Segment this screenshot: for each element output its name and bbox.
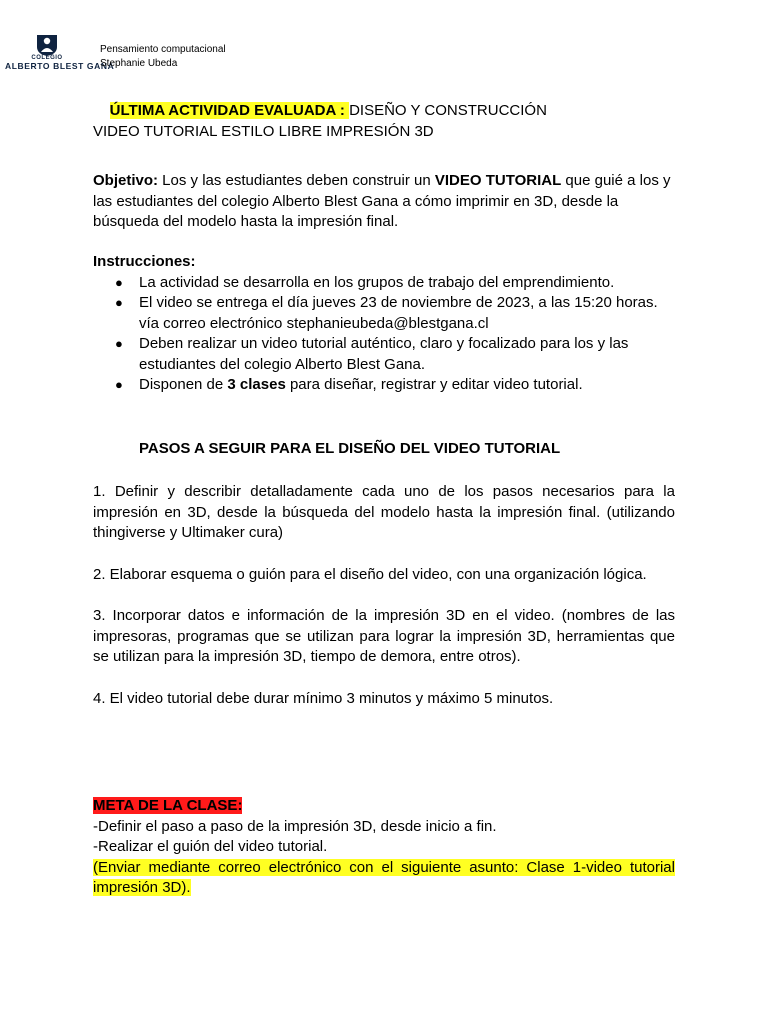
activity-title — [93, 101, 675, 142]
bullet-icon: ● — [115, 377, 123, 392]
bullet-icon: ● — [115, 336, 123, 351]
instructions-list — [93, 273, 675, 396]
list-item: ● Disponen de 3 clases para diseñar, registrar y editar video tutorial. — [93, 375, 675, 396]
school-logo — [5, 33, 115, 75]
objective-label: Objetivo: — [93, 172, 159, 189]
logo-school-name: ALBERTO BLEST GANA — [5, 61, 115, 71]
title-label: ÚLTIMA ACTIVIDAD EVALUADA : — [109, 102, 350, 119]
logo-small-text: COLEGIO — [31, 55, 63, 61]
instructions-section — [93, 252, 675, 396]
meta-section — [93, 796, 675, 899]
teacher-name: Stephanie Ubeda — [100, 58, 178, 69]
steps-list — [93, 482, 675, 730]
title-rest: DISEÑO Y CONSTRUCCIÓN — [349, 102, 547, 119]
step-item: 4. El video tutorial debe durar mínimo 3 minutos y máximo 5 minutos. — [93, 689, 554, 707]
objective-paragraph — [93, 171, 675, 233]
objective-text-2: que guié a los y las estudiantes del colegio Alberto Blest Gana a cómo imprimir en 3D, desde la búsqueda del modelo hasta la impresión final. — [93, 172, 671, 230]
school-crest-icon — [33, 33, 61, 57]
step-item: 3. Incorporar datos e información de la impresión 3D en el video. (nombres de las impresoras, programas que se utilizan para lograr la impresión 3D, herramientas que se utilizan para la impresión 3D, tiempo de demora, entre otros). — [93, 607, 675, 665]
title-line-2: VIDEO TUTORIAL ESTILO LIBRE IMPRESIÓN 3D — [93, 122, 434, 140]
list-item: ● Deben realizar un video tutorial auténtico, claro y focalizado para los y las estudiantes del colegio Alberto Blest Gana. — [115, 335, 629, 373]
meta-label: META DE LA CLASE: — [93, 797, 243, 814]
meta-line: -Definir el paso a paso de la impresión 3D, desde inicio a fin. — [93, 817, 497, 835]
objective-bold: VIDEO TUTORIAL — [434, 172, 562, 189]
step-item: 1. Definir y describir detalladamente cada uno de los pasos necesarios para la impresión en 3D, desde la búsqueda del modelo hasta la impresión final. (utilizando thingiverse y Ultimaker cura) — [93, 483, 675, 541]
steps-heading: PASOS A SEGUIR PARA EL DISEÑO DEL VIDEO TUTORIAL — [139, 440, 561, 457]
list-item: ● La actividad se desarrolla en los grupos de trabajo del emprendimiento. — [93, 273, 675, 294]
instructions-label: Instrucciones: — [93, 253, 196, 270]
step-item: 2. Elaborar esquema o guión para el diseño del video, con una organización lógica. — [93, 565, 647, 583]
meta-line: -Realizar el guión del video tutorial. — [93, 838, 328, 855]
document-header — [100, 43, 226, 71]
objective-text-1: Los y las estudiantes deben construir un — [158, 172, 435, 189]
subject-name: Pensamiento computacional — [100, 44, 226, 55]
bullet-icon: ● — [115, 295, 123, 310]
bullet-icon: ● — [115, 274, 123, 290]
list-item: ● El video se entrega el día jueves 23 de noviembre de 2023, a las 15:20 horas. vía correo electrónico stephanieubeda@blestgana.cl — [115, 294, 658, 332]
meta-note: (Enviar mediante correo electrónico con el siguiente asunto: Clase 1-video tutorial impresión 3D). — [93, 858, 675, 896]
